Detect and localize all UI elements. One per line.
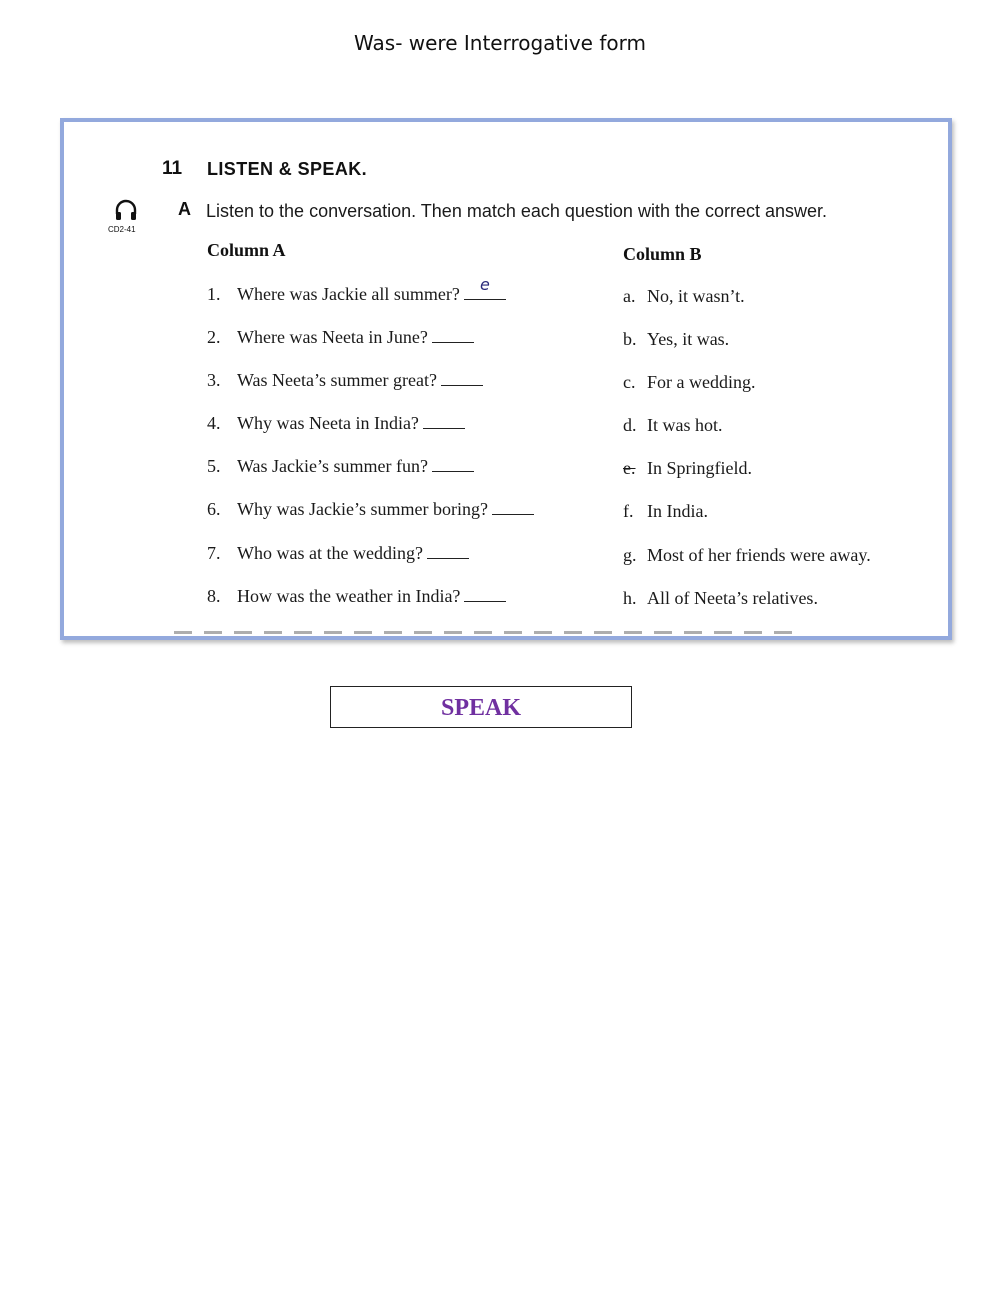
column-a-title: Column A <box>207 240 286 260</box>
answer-option <box>623 458 752 479</box>
answer-option <box>623 415 723 436</box>
answer-blank-value: e <box>479 275 490 294</box>
answer-option <box>623 545 871 566</box>
answer-option <box>623 501 708 522</box>
question-text: How was the weather in India? <box>237 586 461 606</box>
answer-letter: h. <box>623 588 637 608</box>
question-row <box>207 586 506 607</box>
question-number: 2. <box>207 327 221 347</box>
answer-option <box>623 588 818 609</box>
answer-letter: b. <box>623 329 637 349</box>
question-number: 1. <box>207 284 221 304</box>
answer-letter: g. <box>623 545 637 565</box>
instruction-text: Listen to the conversation. Then match each question with the correct answer. <box>206 201 828 221</box>
answer-text: Yes, it was. <box>647 329 730 349</box>
question-text: Who was at the wedding? <box>237 543 423 563</box>
answer-blank[interactable] <box>464 275 506 300</box>
answer-letter-used: e. <box>623 458 636 478</box>
exercise-image <box>60 118 952 640</box>
answer-blank[interactable] <box>423 414 465 429</box>
answer-option <box>623 286 745 307</box>
answer-blank[interactable] <box>464 587 506 602</box>
question-text: Where was Neeta in June? <box>237 327 428 347</box>
question-number: 5. <box>207 456 221 476</box>
question-text: Why was Jackie’s summer boring? <box>237 499 488 519</box>
question-row <box>207 543 469 564</box>
question-text: Was Neeta’s summer great? <box>237 370 437 390</box>
question-text: Was Jackie’s summer fun? <box>237 456 428 476</box>
answer-option <box>623 329 729 350</box>
answer-text: For a wedding. <box>647 372 756 392</box>
question-number: 6. <box>207 499 221 519</box>
question-row <box>207 370 483 391</box>
question-text: Why was Neeta in India? <box>237 413 419 433</box>
cd-track-code: CD2-41 <box>108 225 136 234</box>
question-number: 8. <box>207 586 221 606</box>
exercise-heading: LISTEN & SPEAK. <box>207 159 368 179</box>
answer-letter: d. <box>623 415 637 435</box>
page-title: Was- were Interrogative form <box>354 31 646 55</box>
question-text: Where was Jackie all summer? <box>237 284 460 304</box>
speak-button[interactable]: SPEAK <box>330 686 632 728</box>
question-row <box>207 413 465 434</box>
answer-blank[interactable] <box>432 328 474 343</box>
column-b-title: Column B <box>623 244 702 264</box>
question-row <box>207 327 474 348</box>
answer-text: All of Neeta’s relatives. <box>647 588 818 608</box>
answer-blank[interactable] <box>427 544 469 559</box>
answer-blank[interactable] <box>492 500 534 515</box>
headphones-icon <box>112 198 140 227</box>
question-number: 7. <box>207 543 221 563</box>
exercise-number: 11 <box>162 158 183 179</box>
question-row <box>207 275 506 305</box>
answer-blank[interactable] <box>432 457 474 472</box>
answer-text: Most of her friends were away. <box>647 545 871 565</box>
answer-letter: c. <box>623 372 636 392</box>
answer-blank[interactable] <box>441 371 483 386</box>
question-number: 3. <box>207 370 221 390</box>
answer-text: It was hot. <box>647 415 723 435</box>
answer-option <box>623 372 755 393</box>
answer-text: In India. <box>647 501 708 521</box>
answer-text: No, it wasn’t. <box>647 286 745 306</box>
question-row <box>207 456 474 477</box>
cropped-next-line <box>174 631 794 634</box>
answer-letter: f. <box>623 501 634 521</box>
answer-text: In Springfield. <box>647 458 752 478</box>
question-row <box>207 499 534 520</box>
answer-letter: a. <box>623 286 636 306</box>
question-number: 4. <box>207 413 221 433</box>
part-letter: A <box>178 199 191 219</box>
